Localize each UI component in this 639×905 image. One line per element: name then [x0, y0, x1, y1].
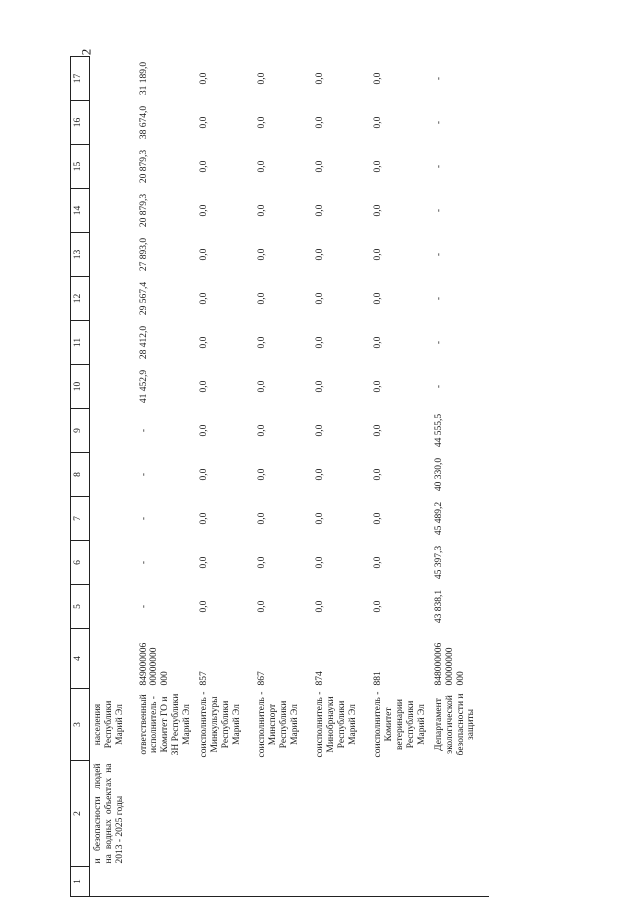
value-cell: 0,0	[257, 160, 268, 173]
value-cell: -	[138, 604, 149, 609]
value-cell: 20 879,3	[138, 193, 149, 228]
value-cell: 0,0	[257, 380, 268, 393]
value-cell: 20 879,3	[138, 149, 149, 184]
value-cell	[90, 541, 136, 585]
value-cell: 0,0	[373, 160, 384, 173]
table-row	[136, 57, 197, 897]
budget-code-cell	[90, 629, 136, 689]
executor-cell: населения Республики Марий Эл	[93, 700, 125, 749]
value-cell: -	[433, 340, 444, 345]
value-cell	[90, 585, 136, 629]
column-number: 14	[71, 189, 90, 233]
column-number: 2	[71, 761, 90, 867]
column-number: 13	[71, 233, 90, 277]
cell-col1	[90, 867, 136, 897]
value-cell	[90, 233, 136, 277]
value-cell: 0,0	[373, 468, 384, 481]
value-cell: 41 452,9	[138, 369, 149, 404]
value-cell: 0,0	[199, 468, 210, 481]
value-cell: 0,0	[315, 204, 326, 217]
value-cell: 0,0	[199, 116, 210, 129]
value-cell: 0,0	[257, 248, 268, 261]
value-cell: 0,0	[315, 556, 326, 569]
value-cell: 0,0	[199, 204, 210, 217]
value-cell: 0,0	[373, 204, 384, 217]
column-number: 3	[71, 689, 90, 761]
value-cell: 28 412,0	[138, 325, 149, 360]
budget-code-cell: 874	[315, 671, 326, 686]
value-cell: -	[433, 252, 444, 257]
table-row	[370, 57, 431, 897]
value-cell	[90, 321, 136, 365]
value-cell: 0,0	[199, 380, 210, 393]
program-name-cell	[431, 761, 489, 867]
executor-cell: соисполнитель - Комитет ветеринарии Республики Марий Эл	[373, 691, 427, 758]
column-number: 11	[71, 321, 90, 365]
value-cell: 0,0	[257, 336, 268, 349]
column-number: 9	[71, 409, 90, 453]
value-cell: 40 330,0	[433, 457, 444, 492]
value-cell: 0,0	[199, 160, 210, 173]
value-cell: 0,0	[373, 248, 384, 261]
table-row	[431, 57, 489, 897]
value-cell: 0,0	[257, 72, 268, 85]
value-cell: 29 567,4	[138, 281, 149, 316]
value-cell: 0,0	[315, 336, 326, 349]
cell-col1	[370, 867, 431, 897]
program-name-cell	[196, 761, 254, 867]
column-number: 1	[71, 867, 90, 897]
value-cell: 0,0	[199, 512, 210, 525]
value-cell: 0,0	[373, 600, 384, 613]
value-cell	[90, 57, 136, 101]
table-row	[254, 57, 312, 897]
budget-table	[70, 56, 489, 897]
cell-col1	[136, 867, 197, 897]
budget-code-cell: 849000006 00000000 000	[138, 642, 171, 686]
value-cell: 0,0	[257, 424, 268, 437]
value-cell: -	[433, 76, 444, 81]
table-row	[90, 57, 136, 897]
value-cell: -	[138, 560, 149, 565]
value-cell: 0,0	[257, 468, 268, 481]
value-cell: 0,0	[199, 424, 210, 437]
value-cell: 0,0	[257, 116, 268, 129]
value-cell: 0,0	[257, 292, 268, 305]
value-cell: -	[433, 120, 444, 125]
cell-col1	[196, 867, 254, 897]
value-cell: 0,0	[199, 72, 210, 85]
value-cell: 0,0	[257, 600, 268, 613]
value-cell: 31 189,0	[138, 61, 149, 96]
value-cell: 0,0	[257, 204, 268, 217]
value-cell: -	[433, 296, 444, 301]
budget-code-cell: 848000006 00000000 000	[433, 642, 466, 686]
value-cell: 0,0	[373, 72, 384, 85]
column-number: 7	[71, 497, 90, 541]
value-cell: 0,0	[373, 116, 384, 129]
value-cell: 27 893,0	[138, 237, 149, 272]
column-number: 6	[71, 541, 90, 585]
executor-cell: соисполнитель - Минкультуры Республики Марий Эл	[199, 691, 242, 758]
value-cell: 0,0	[315, 512, 326, 525]
program-name-cell	[254, 761, 312, 867]
header-row	[71, 57, 90, 897]
table-row	[312, 57, 370, 897]
value-cell: -	[138, 472, 149, 477]
value-cell: 38 674,0	[138, 105, 149, 140]
value-cell: 0,0	[373, 424, 384, 437]
value-cell: 0,0	[315, 292, 326, 305]
value-cell: 45 397,3	[433, 545, 444, 580]
column-number: 5	[71, 585, 90, 629]
column-number: 8	[71, 453, 90, 497]
program-name-cell: и безопасности людей на водных объектах на 2013 - 2025 годы	[93, 763, 125, 864]
value-cell: 43 838,1	[433, 589, 444, 624]
column-number: 15	[71, 145, 90, 189]
value-cell: 0,0	[373, 336, 384, 349]
value-cell: 0,0	[373, 512, 384, 525]
table-row	[196, 57, 254, 897]
value-cell: -	[433, 384, 444, 389]
value-cell: 0,0	[199, 336, 210, 349]
value-cell: 0,0	[257, 556, 268, 569]
executor-cell: соисполнитель - Минспорт Республики Марий Эл	[257, 691, 300, 758]
value-cell	[90, 277, 136, 321]
column-number: 12	[71, 277, 90, 321]
value-cell: -	[138, 516, 149, 521]
cell-col1	[431, 867, 489, 897]
value-cell: 45 489,2	[433, 501, 444, 536]
value-cell: -	[138, 428, 149, 433]
value-cell: 0,0	[315, 248, 326, 261]
value-cell: 0,0	[199, 600, 210, 613]
column-number-header	[71, 57, 90, 897]
program-name-cell	[312, 761, 370, 867]
program-name-cell	[370, 761, 431, 867]
value-cell: 0,0	[373, 556, 384, 569]
program-name-cell	[136, 761, 197, 867]
budget-code-cell: 881	[373, 671, 384, 686]
value-cell: -	[433, 164, 444, 169]
value-cell: 0,0	[373, 380, 384, 393]
value-cell: 0,0	[315, 468, 326, 481]
value-cell: 0,0	[257, 512, 268, 525]
value-cell: 0,0	[315, 380, 326, 393]
page-number: 2	[78, 48, 94, 56]
value-cell: 0,0	[373, 292, 384, 305]
value-cell	[90, 453, 136, 497]
value-cell: 0,0	[315, 160, 326, 173]
value-cell: 0,0	[315, 72, 326, 85]
executor-cell: соисполнитель - Минобрнауки Республики Марий Эл	[315, 691, 358, 758]
value-cell	[90, 145, 136, 189]
cell-col1	[312, 867, 370, 897]
column-number: 4	[71, 629, 90, 689]
value-cell: 0,0	[315, 600, 326, 613]
column-number: 10	[71, 365, 90, 409]
value-cell: 44 555,5	[433, 413, 444, 448]
value-cell	[90, 497, 136, 541]
value-cell	[90, 101, 136, 145]
value-cell: -	[433, 208, 444, 213]
column-number: 17	[71, 57, 90, 101]
value-cell: 0,0	[199, 292, 210, 305]
value-cell: 0,0	[315, 424, 326, 437]
budget-code-cell: 867	[257, 671, 268, 686]
table-body	[90, 57, 489, 897]
value-cell	[90, 189, 136, 233]
column-number: 16	[71, 101, 90, 145]
budget-code-cell: 857	[199, 671, 210, 686]
executor-cell: Департамент экологической безопасности и защиты	[433, 693, 477, 756]
value-cell	[90, 409, 136, 453]
cell-col1	[254, 867, 312, 897]
value-cell: 0,0	[199, 556, 210, 569]
executor-cell: ответственный исполнитель - Комитет ГО и ЗН Республики Марий Эл	[138, 693, 193, 756]
value-cell: 0,0	[199, 248, 210, 261]
value-cell	[90, 365, 136, 409]
value-cell: 0,0	[315, 116, 326, 129]
